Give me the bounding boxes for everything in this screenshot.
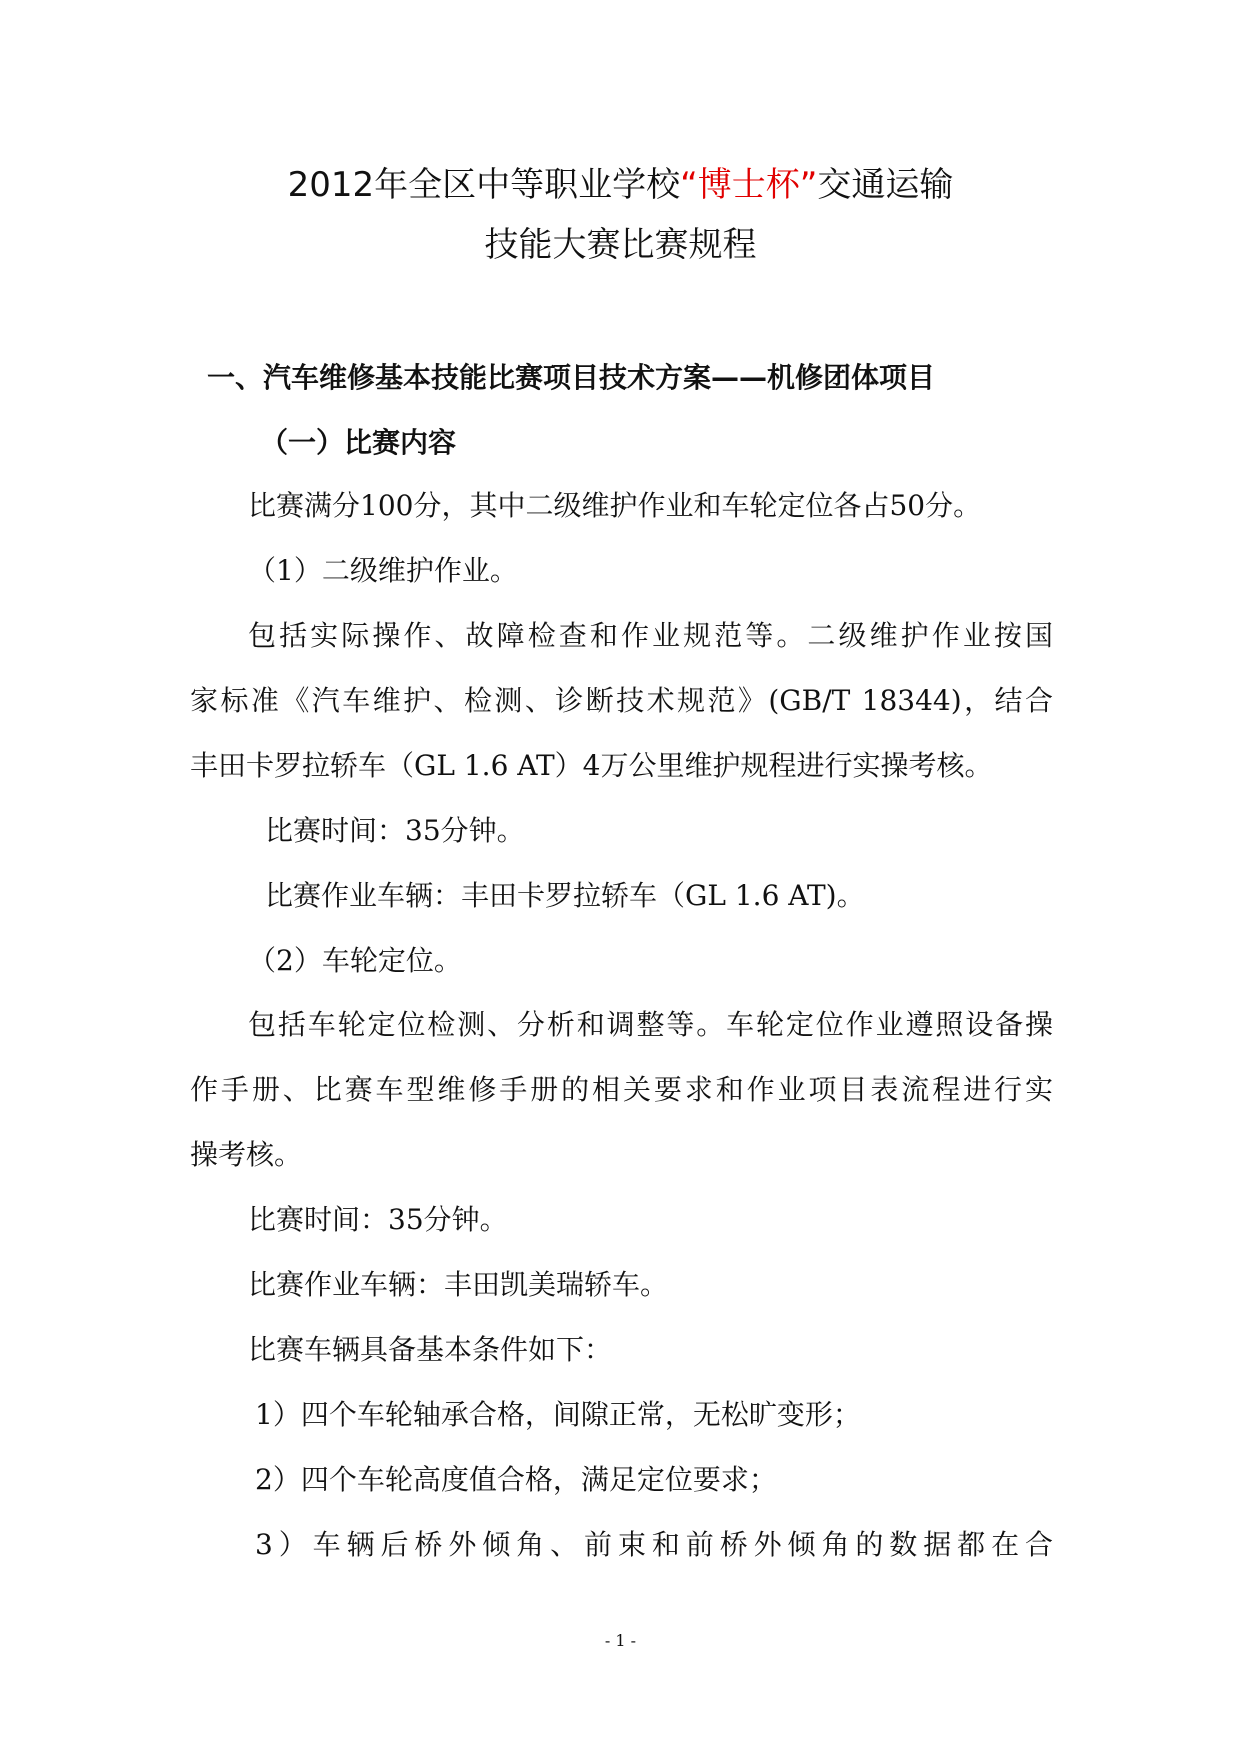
- list-item: 2）四个车轮高度值合格，满足定位要求；: [255, 1463, 777, 1496]
- paragraph-line: 比赛作业车辆：丰田凯美瑞轿车。: [248, 1268, 669, 1301]
- paragraph-line: 包括车轮定位检测、分析和调整等。车轮定位作业遵照设备操: [248, 1008, 1053, 1041]
- list-item: 3）车辆后桥外倾角、前束和前桥外倾角的数据都在合: [255, 1528, 1053, 1561]
- section-heading: 一、汽车维修基本技能比赛项目技术方案——机修团体项目: [207, 361, 936, 394]
- paragraph-line: 作手册、比赛车型维修手册的相关要求和作业项目表流程进行实: [190, 1073, 1053, 1106]
- paragraph-line: 操考核。: [190, 1138, 303, 1171]
- title-prefix: 2012年全区中等职业学校: [287, 165, 681, 205]
- sub-heading: （一）比赛内容: [260, 426, 457, 459]
- paragraph-line: （1）二级维护作业。: [248, 554, 518, 587]
- page-number: - 1 -: [604, 1631, 637, 1650]
- paragraph-line: 丰田卡罗拉轿车（GL 1.6 AT）4万公里维护规程进行实操考核。: [190, 749, 993, 782]
- paragraph-line: 比赛时间：35分钟。: [265, 814, 525, 847]
- paragraph-line: 包括实际操作、故障检查和作业规范等。二级维护作业按国: [248, 619, 1053, 652]
- paragraph-line: 比赛作业车辆：丰田卡罗拉轿车（GL 1.6 AT)。: [265, 879, 865, 912]
- title-highlight: “博士杯”: [680, 165, 818, 205]
- paragraph-line: 家标准《汽车维护、检测、诊断技术规范》(GB/T 18344)，结合: [190, 684, 1053, 717]
- document-title-line-2: 技能大赛比赛规程: [484, 225, 757, 265]
- paragraph-line: 比赛车辆具备基本条件如下：: [248, 1333, 613, 1366]
- paragraph-line: 比赛时间：35分钟。: [248, 1203, 508, 1236]
- paragraph-line: （2）车轮定位。: [248, 944, 462, 977]
- list-item: 1）四个车轮轴承合格，间隙正常，无松旷变形；: [255, 1398, 861, 1431]
- title-suffix: 交通运输: [817, 165, 954, 205]
- document-title-line-1: [0, 165, 1241, 205]
- paragraph-line: 比赛满分100分，其中二级维护作业和车轮定位各占50分。: [248, 489, 982, 522]
